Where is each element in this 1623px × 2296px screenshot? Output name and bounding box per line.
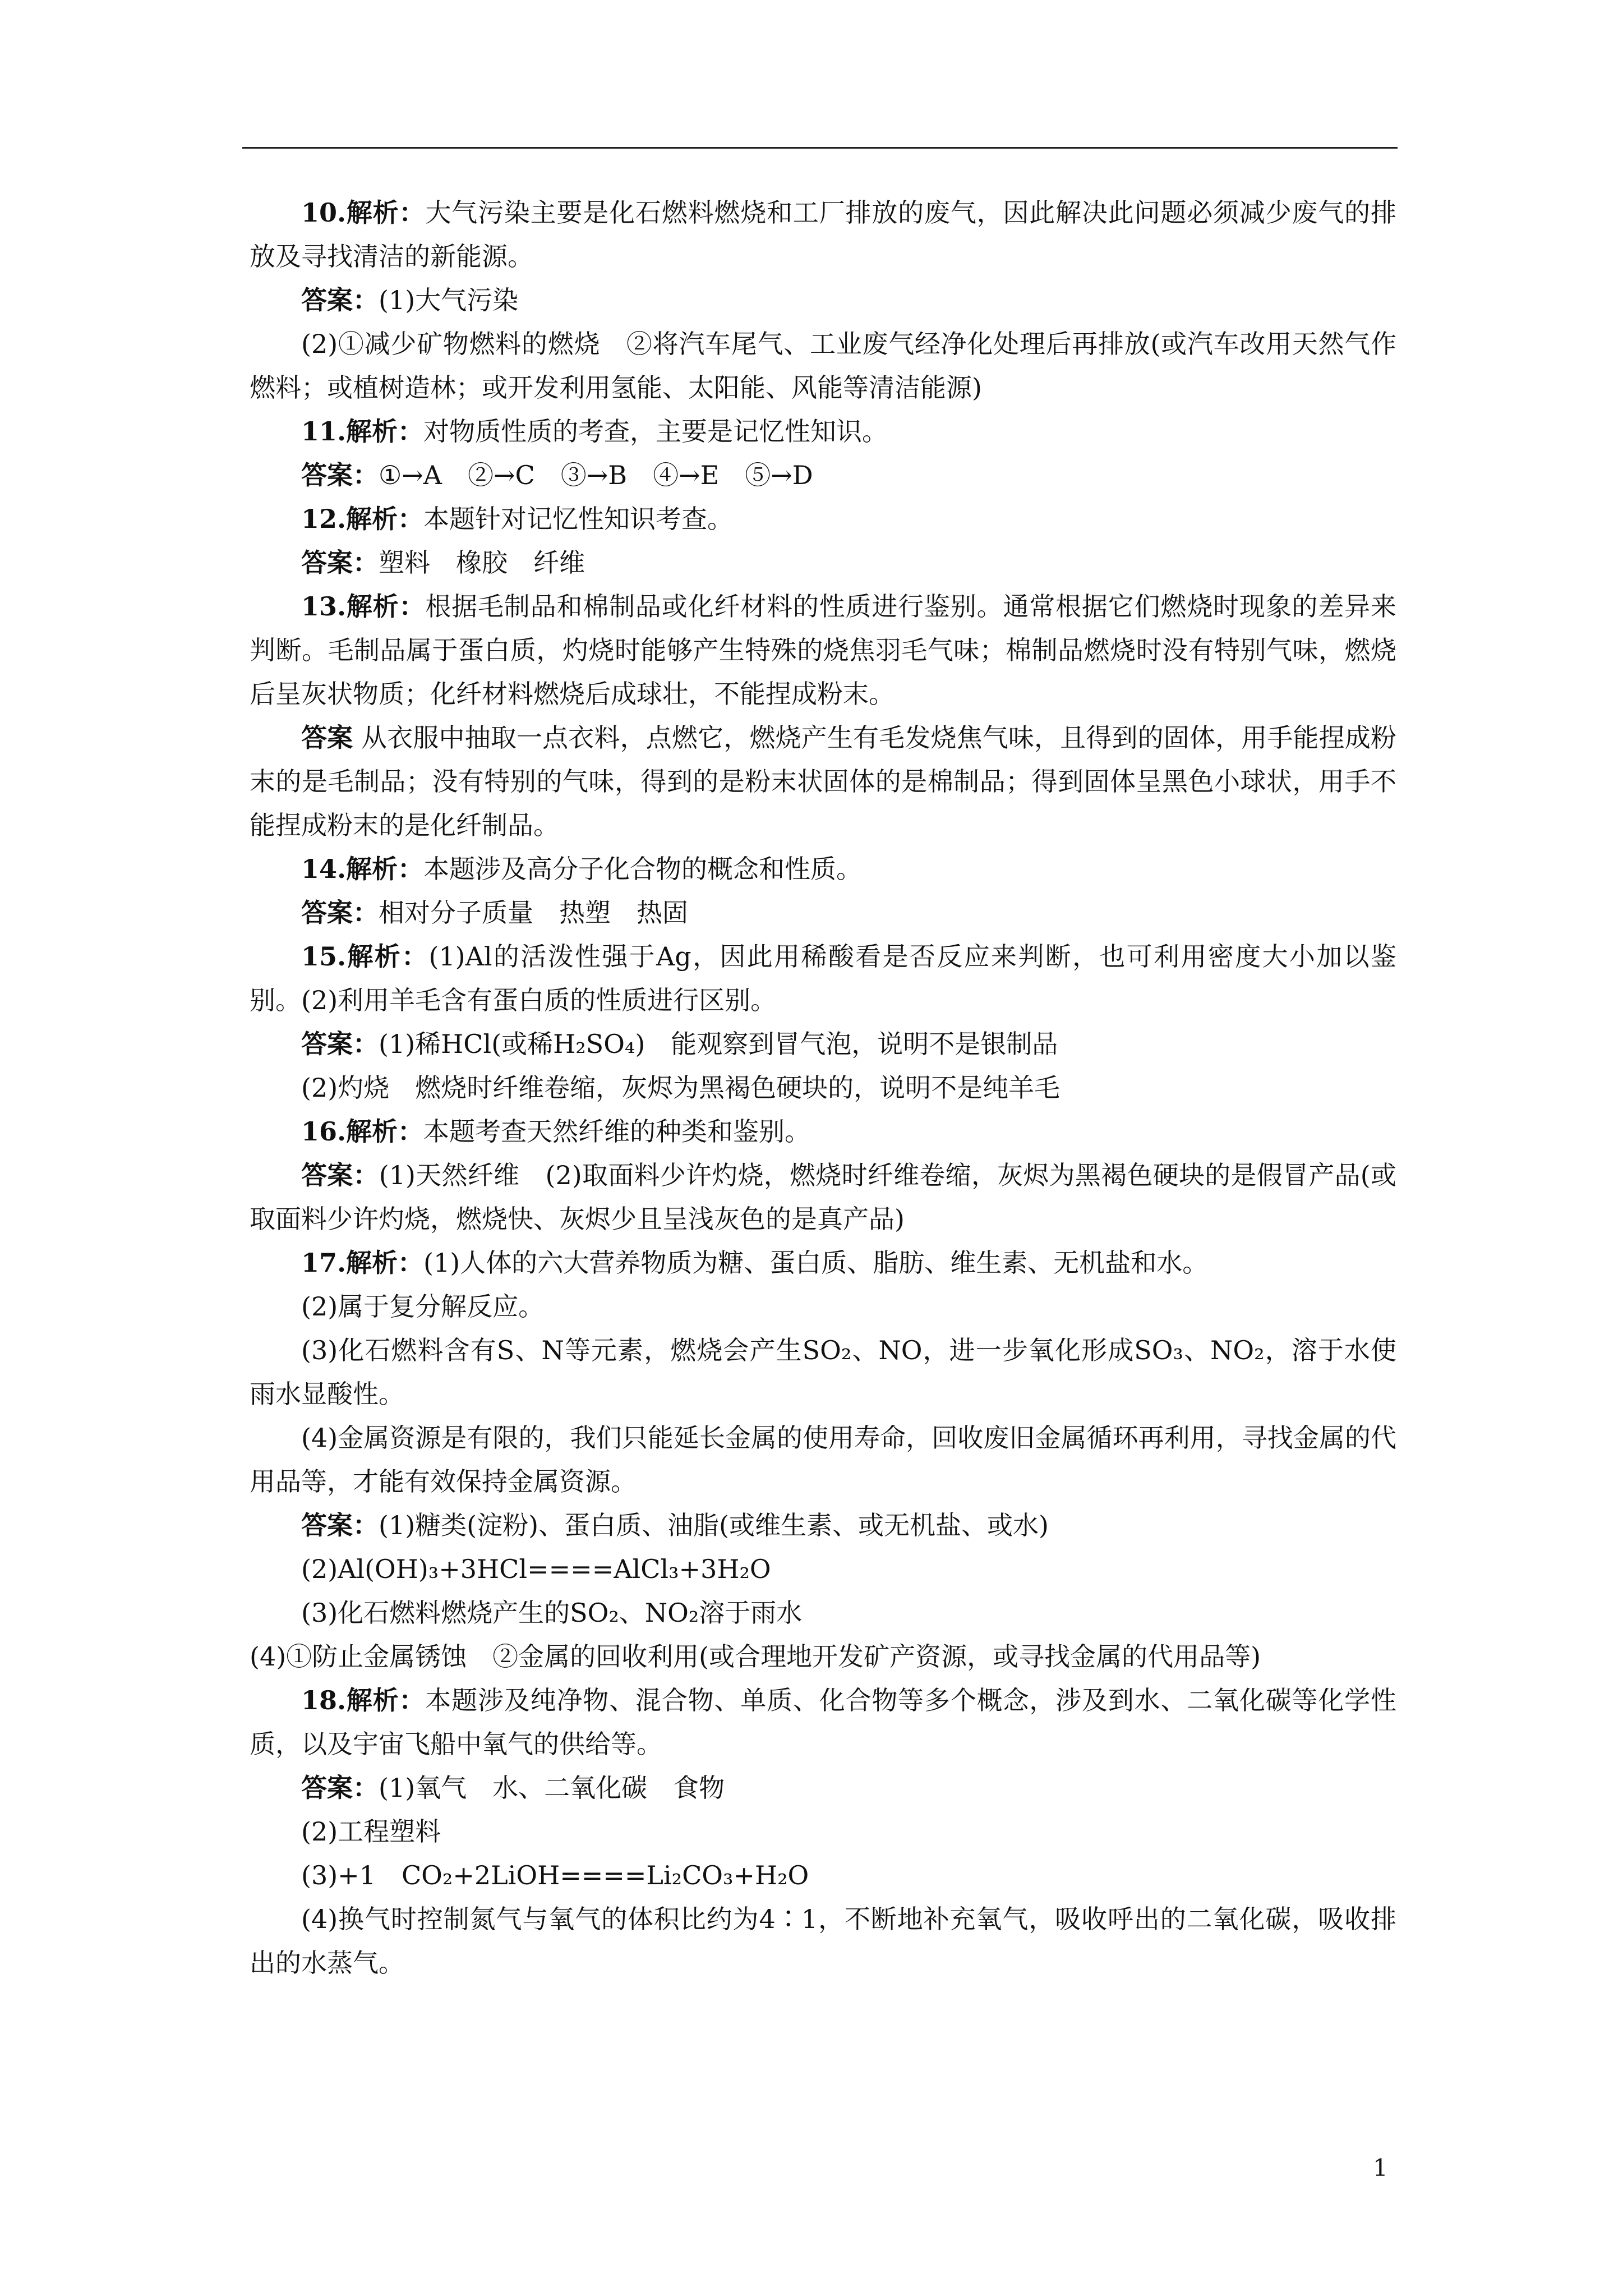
paragraph — [250, 1547, 1396, 1591]
paragraph — [250, 1416, 1396, 1503]
paragraph — [250, 322, 1396, 409]
paragraph-text: 从衣服中抽取一点衣料，点燃它，燃烧产生有毛发烧焦气味，且得到的固体，用手能捏成粉末的是毛制品；没有特别的气味，得到的是粉末状固体的是棉制品；得到固体呈黑色小球状，用手不能捏成粉末的是化纤制品。 — [250, 723, 1397, 840]
paragraph-text: 本题针对记忆性知识考查。 — [423, 504, 734, 534]
paragraph-label: 答案： — [301, 1029, 379, 1059]
paragraph-label: 答案： — [301, 1510, 379, 1540]
paragraph — [250, 1153, 1396, 1241]
paragraph-label: 答案： — [301, 460, 379, 490]
paragraph-label: 17.解析： — [301, 1248, 424, 1278]
paragraph-label: 11.解析： — [301, 416, 424, 447]
paragraph-label: 答案： — [301, 547, 379, 578]
paragraph-text: (3)化石燃料含有S、N等元素，燃烧会产生SO₂、NO，进一步氧化形成SO₃、NO₂，溶于水使雨水显酸性。 — [250, 1335, 1396, 1409]
paragraph-label: 答案： — [301, 285, 379, 315]
paragraph — [250, 585, 1396, 716]
paragraph-text: 本题考查天然纤维的种类和鉴别。 — [423, 1116, 811, 1147]
paragraph-text: (1)糖类(淀粉)、蛋白质、油脂(或维生素、或无机盐、或水) — [379, 1510, 1049, 1540]
paragraph-label: 14.解析： — [301, 854, 424, 884]
paragraph — [250, 1591, 1396, 1635]
answer-key-body — [250, 191, 1396, 1985]
paragraph-text: 本题涉及纯净物、混合物、单质、化合物等多个概念，涉及到水、二氧化碳等化学性质，以及宇宙飞船中氧气的供给等。 — [250, 1685, 1396, 1759]
paragraph-label: 答案 — [301, 723, 353, 753]
paragraph-text: (1)天然纤维 (2)取面料少许灼烧，燃烧时纤维卷缩，灰烬为黑褐色硬块的是假冒产品(或取面料少许灼烧，燃烧快、灰烬少且呈浅灰色的是真产品) — [250, 1160, 1397, 1234]
paragraph-text: 对物质性质的考查，主要是记忆性知识。 — [423, 416, 888, 447]
paragraph — [250, 1897, 1396, 1985]
paragraph-label: 16.解析： — [301, 1116, 424, 1147]
paragraph-text: (3)+1 CO₂+2LiOH====Li₂CO₃+H₂O — [301, 1860, 809, 1890]
paragraph-text: ①→A ②→C ③→B ④→E ⑤→D — [379, 460, 813, 490]
paragraph — [250, 453, 1396, 497]
paragraph-text: (2)工程塑料 — [301, 1816, 441, 1847]
paragraph — [250, 1810, 1396, 1853]
paragraph — [250, 541, 1396, 585]
paragraph-text: 本题涉及高分子化合物的概念和性质。 — [423, 854, 863, 884]
paragraph-text: (2)灼烧 燃烧时纤维卷缩，灰烬为黑褐色硬块的，说明不是纯羊毛 — [301, 1073, 1061, 1103]
paragraph — [250, 409, 1396, 453]
paragraph — [250, 191, 1396, 278]
paragraph-label: 10.解析： — [301, 197, 426, 228]
paragraph — [250, 935, 1396, 1022]
paragraph-label: 18.解析： — [301, 1685, 426, 1715]
paragraph — [250, 716, 1396, 847]
paragraph-text: (2)Al(OH)₃+3HCl====AlCl₃+3H₂O — [301, 1554, 771, 1584]
paragraph-text: 根据毛制品和棉制品或化纤材料的性质进行鉴别。通常根据它们燃烧时现象的差异来判断。毛制品属于蛋白质，灼烧时能够产生特殊的烧焦羽毛气味；棉制品燃烧时没有特别气味，燃烧后呈灰状物质；化纤材料燃烧后成球壮，不能捏成粉末。 — [250, 591, 1396, 709]
paragraph — [250, 1328, 1396, 1416]
paragraph-label: 12.解析： — [301, 504, 424, 534]
paragraph-label: 13.解析： — [301, 591, 426, 622]
paragraph-text: (1)氧气 水、二氧化碳 食物 — [379, 1773, 725, 1803]
paragraph — [250, 1503, 1396, 1547]
paragraph — [250, 1241, 1396, 1285]
paragraph — [250, 1678, 1396, 1766]
paragraph-text: (1)稀HCl(或稀H₂SO₄) 能观察到冒气泡，说明不是银制品 — [379, 1029, 1058, 1059]
paragraph-text: (4)换气时控制氮气与氧气的体积比约为4∶1，不断地补充氧气，吸收呼出的二氧化碳，吸收排出的水蒸气。 — [250, 1904, 1396, 1978]
paragraph — [250, 847, 1396, 891]
paragraph-text: (2)①减少矿物燃料的燃烧 ②将汽车尾气、工业废气经净化处理后再排放(或汽车改用天然气作燃料；或植树造林；或开发利用氢能、太阳能、风能等清洁能源) — [250, 329, 1396, 403]
header-rule — [242, 147, 1398, 149]
paragraph-label: 答案： — [301, 1773, 379, 1803]
paragraph — [250, 1066, 1396, 1110]
paragraph-text: (3)化石燃料燃烧产生的SO₂、NO₂溶于雨水 — [301, 1598, 803, 1628]
paragraph-text: 相对分子质量 热塑 热固 — [379, 898, 688, 928]
paragraph-text: (4)①防止金属锈蚀 ②金属的回收利用(或合理地开发矿产资源，或寻找金属的代用品等) — [250, 1641, 1261, 1672]
paragraph — [250, 891, 1396, 935]
paragraph — [250, 1853, 1396, 1897]
paragraph-text: 大气污染主要是化石燃料燃烧和工厂排放的废气，因此解决此问题必须减少废气的排放及寻找清洁的新能源。 — [250, 197, 1396, 272]
paragraph-text: (1)人体的六大营养物质为糖、蛋白质、脂肪、维生素、无机盐和水。 — [423, 1248, 1209, 1278]
paragraph-text: (2)属于复分解反应。 — [301, 1291, 545, 1322]
paragraph-text: (1)Al的活泼性强于Ag，因此用稀酸看是否反应来判断，也可利用密度大小加以鉴别。(2)利用羊毛含有蛋白质的性质进行区别。 — [250, 941, 1397, 1015]
paragraph-text: (1)大气污染 — [379, 285, 519, 315]
paragraph-text: (4)金属资源是有限的，我们只能延长金属的使用寿命，回收废旧金属循环再利用，寻找金属的代用品等，才能有效保持金属资源。 — [250, 1423, 1396, 1497]
paragraph — [250, 497, 1396, 541]
paragraph-label: 答案： — [301, 1160, 379, 1190]
paragraph-text: 塑料 橡胶 纤维 — [379, 547, 585, 578]
paragraph-label: 答案： — [301, 898, 379, 928]
paragraph — [250, 1635, 1396, 1678]
paragraph — [250, 1766, 1396, 1810]
paragraph — [250, 1022, 1396, 1066]
paragraph — [250, 1285, 1396, 1328]
paragraph — [250, 278, 1396, 322]
paragraph — [250, 1110, 1396, 1153]
paragraph-label: 15.解析： — [301, 941, 429, 972]
page-number: 1 — [1373, 2154, 1388, 2182]
